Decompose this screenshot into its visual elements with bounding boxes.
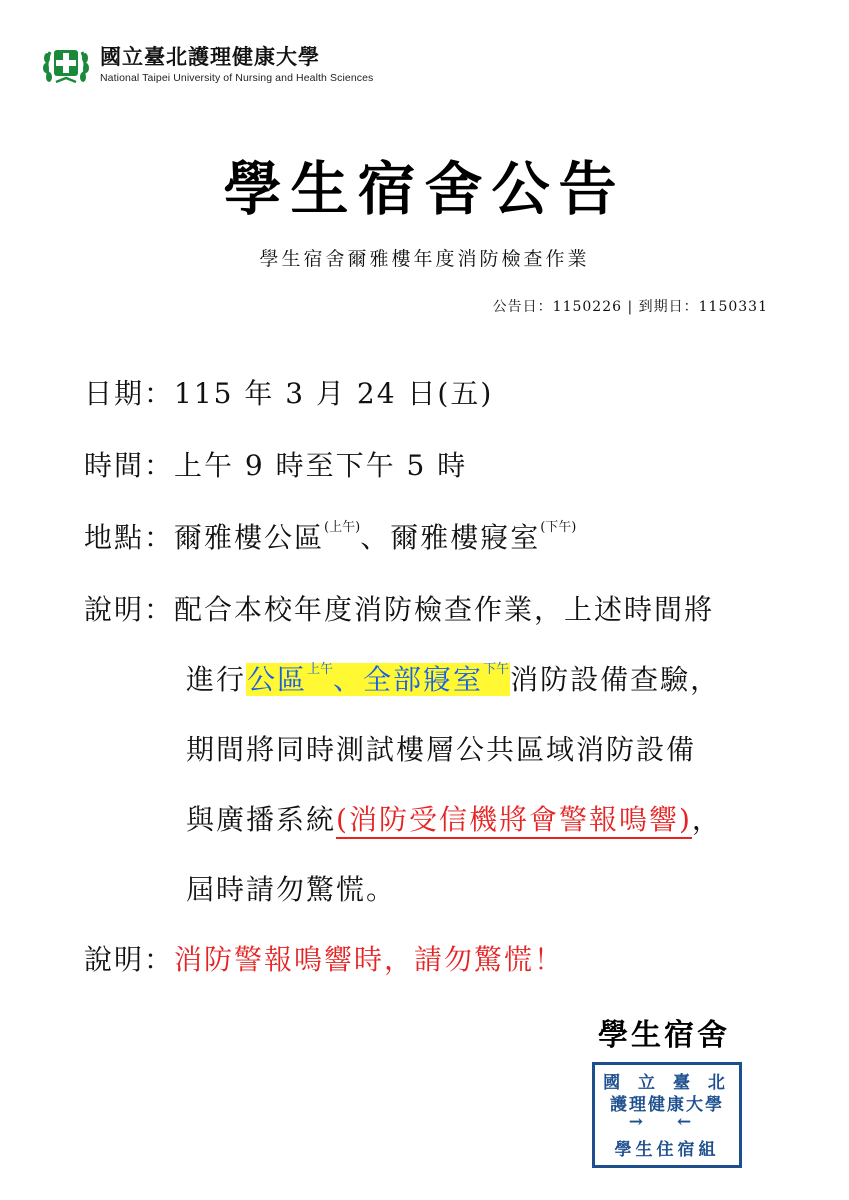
- place-part2: 、爾雅樓寢室: [360, 521, 541, 554]
- place-part1: 爾雅樓公區: [174, 521, 325, 554]
- highlight-sup-2: 下午: [483, 662, 510, 677]
- description-line2: [186, 660, 720, 706]
- description-line4: [186, 800, 722, 840]
- description-line5: 屆時請勿驚慌。: [186, 873, 397, 906]
- note-row: [84, 940, 564, 980]
- description-line1: 配合本校年度消防檢查作業，上述時間將: [174, 593, 715, 626]
- description-line3: 期間將同時測試樓層公共區域消防設備: [186, 733, 697, 766]
- stamp-line2: 護理健康大學: [610, 1095, 724, 1115]
- office-stamp: [592, 1062, 742, 1168]
- university-name-en: National Taipei University of Nursing and Health Sciences: [100, 71, 374, 84]
- description-label: 說明：: [84, 593, 175, 626]
- description-line4-suffix: ，: [691, 803, 722, 836]
- date-label: 日期：: [84, 377, 175, 410]
- place-sup2: (下午): [540, 520, 577, 535]
- description-line2-suffix: 消防設備查驗，: [510, 663, 721, 696]
- highlight-text-1: 公區: [247, 663, 308, 696]
- place-sup1: (上午): [324, 520, 361, 535]
- description-line4-prefix: 與廣播系統: [186, 803, 337, 836]
- stamp-line1: 國 立 臺 北: [603, 1073, 731, 1093]
- signature: 學生宿舍: [598, 1018, 730, 1053]
- time-value: 上午 9 時至下午 5 時: [174, 449, 468, 482]
- highlight-text-2: 、全部寢室: [333, 663, 484, 696]
- place-row: [84, 518, 576, 564]
- highlight-sup-1: 上午: [307, 662, 334, 677]
- university-header: [40, 38, 373, 90]
- alarm-warning-text: (消防受信機將會警報鳴響): [336, 803, 692, 839]
- date-value: 115 年 3 月 24 日(五): [174, 377, 494, 410]
- description-row: [84, 590, 714, 630]
- place-label: 地點：: [84, 521, 175, 554]
- stamp-line4: 學生住宿組: [614, 1140, 720, 1160]
- stamp-arrows-icon: → ←: [628, 1112, 706, 1132]
- note-label: 說明：: [84, 943, 175, 976]
- notice-dates: 公告日：1150226 | 到期日：1150331: [492, 299, 768, 315]
- green-cross-laurel-icon: [40, 38, 92, 90]
- time-row: [84, 446, 467, 486]
- description-line2-prefix: 進行: [186, 663, 247, 696]
- date-row: [84, 374, 493, 414]
- note-value: 消防警報鳴響時，請勿驚慌！: [174, 943, 565, 976]
- university-name-zh: 國立臺北護理健康大學: [100, 44, 320, 69]
- time-label: 時間：: [84, 449, 175, 482]
- notice-title: 學生宿舍公告: [223, 155, 626, 223]
- highlight-public-area: [246, 663, 510, 696]
- notice-subtitle: 學生宿舍爾雅樓年度消防檢查作業: [259, 248, 590, 270]
